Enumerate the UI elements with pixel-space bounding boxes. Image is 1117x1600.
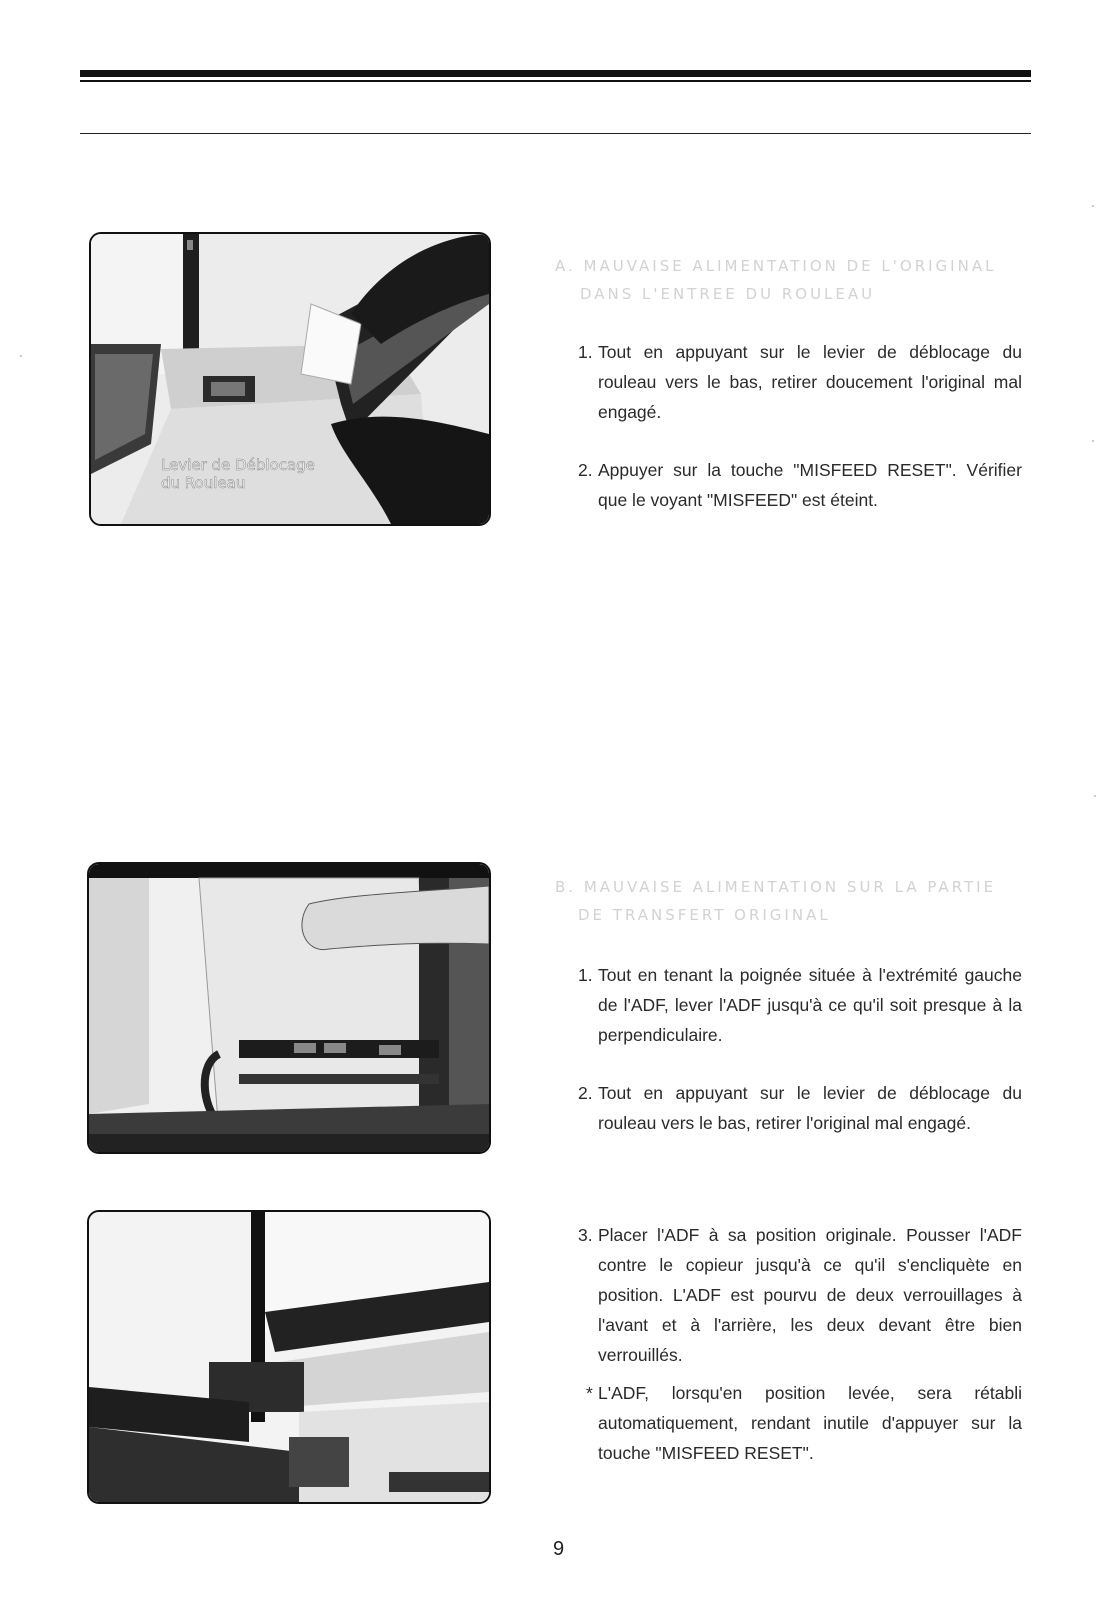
section2-heading-line1: B. MAUVAISE ALIMENTATION SUR LA PARTIE bbox=[555, 878, 997, 896]
step-text: Tout en tenant la poignée située à l'extrémité gauche de l'ADF, lever l'ADF jusqu'à ce qu'il soit presque à la perpendiculaire. bbox=[598, 965, 1022, 1045]
step-text: Tout en appuyant sur le levier de déblocage du rouleau vers le bas, retirer doucement l'original mal engagé. bbox=[598, 342, 1022, 422]
scan-speck bbox=[1092, 205, 1094, 207]
section1-step-1 bbox=[578, 337, 1022, 427]
photo-label-line2: du Rouleau bbox=[161, 474, 246, 492]
step-text: Appuyer sur la touche "MISFEED RESET". Vérifier que le voyant "MISFEED" est éteint. bbox=[598, 460, 1022, 510]
photo-adf-lowered bbox=[87, 1210, 491, 1504]
header-rule-thick bbox=[80, 70, 1031, 77]
section2-step-2 bbox=[578, 1078, 1022, 1138]
section1-step-2 bbox=[578, 455, 1022, 515]
section1-heading-line1: A. MAUVAISE ALIMENTATION DE L'ORIGINAL bbox=[555, 257, 997, 275]
section2-step-3 bbox=[578, 1220, 1022, 1370]
section2-heading-line2: DE TRANSFERT ORIGINAL bbox=[578, 906, 831, 924]
photo-adf-raised bbox=[87, 862, 491, 1154]
scan-speck bbox=[1094, 795, 1096, 797]
section2-note bbox=[578, 1378, 1022, 1468]
step-text: Placer l'ADF à sa position originale. Pousser l'ADF contre le copieur jusqu'à ce qu'il s'encliquète en position. L'ADF est pourvu de deux verrouillages à l'avant et à l'arrière, les deux devant être bien verrouillés. bbox=[598, 1225, 1022, 1365]
scan-speck bbox=[20, 355, 22, 357]
header-rule-thin bbox=[80, 80, 1031, 82]
step-number: 1. bbox=[578, 342, 593, 362]
section1-heading-line2: DANS L'ENTREE DU ROULEAU bbox=[580, 285, 876, 303]
scan-speck bbox=[1092, 440, 1094, 442]
photo-label-line1: Levier de Déblocage bbox=[161, 456, 315, 474]
photo-roller-release-lever bbox=[89, 232, 491, 526]
note-text: L'ADF, lorsqu'en position levée, sera rétabli automatiquement, rendant inutile d'appuyer sur la touche "MISFEED RESET". bbox=[598, 1383, 1022, 1463]
note-marker: * bbox=[586, 1383, 593, 1403]
page-number: 9 bbox=[552, 1538, 565, 1560]
step-number: 2. bbox=[578, 1083, 593, 1103]
step-number: 3. bbox=[578, 1225, 593, 1245]
step-number: 1. bbox=[578, 965, 593, 985]
section2-step-1 bbox=[578, 960, 1022, 1050]
step-number: 2. bbox=[578, 460, 593, 480]
header-rule bbox=[80, 133, 1031, 134]
step-text: Tout en appuyant sur le levier de déblocage du rouleau vers le bas, retirer l'original mal engagé. bbox=[598, 1083, 1022, 1133]
